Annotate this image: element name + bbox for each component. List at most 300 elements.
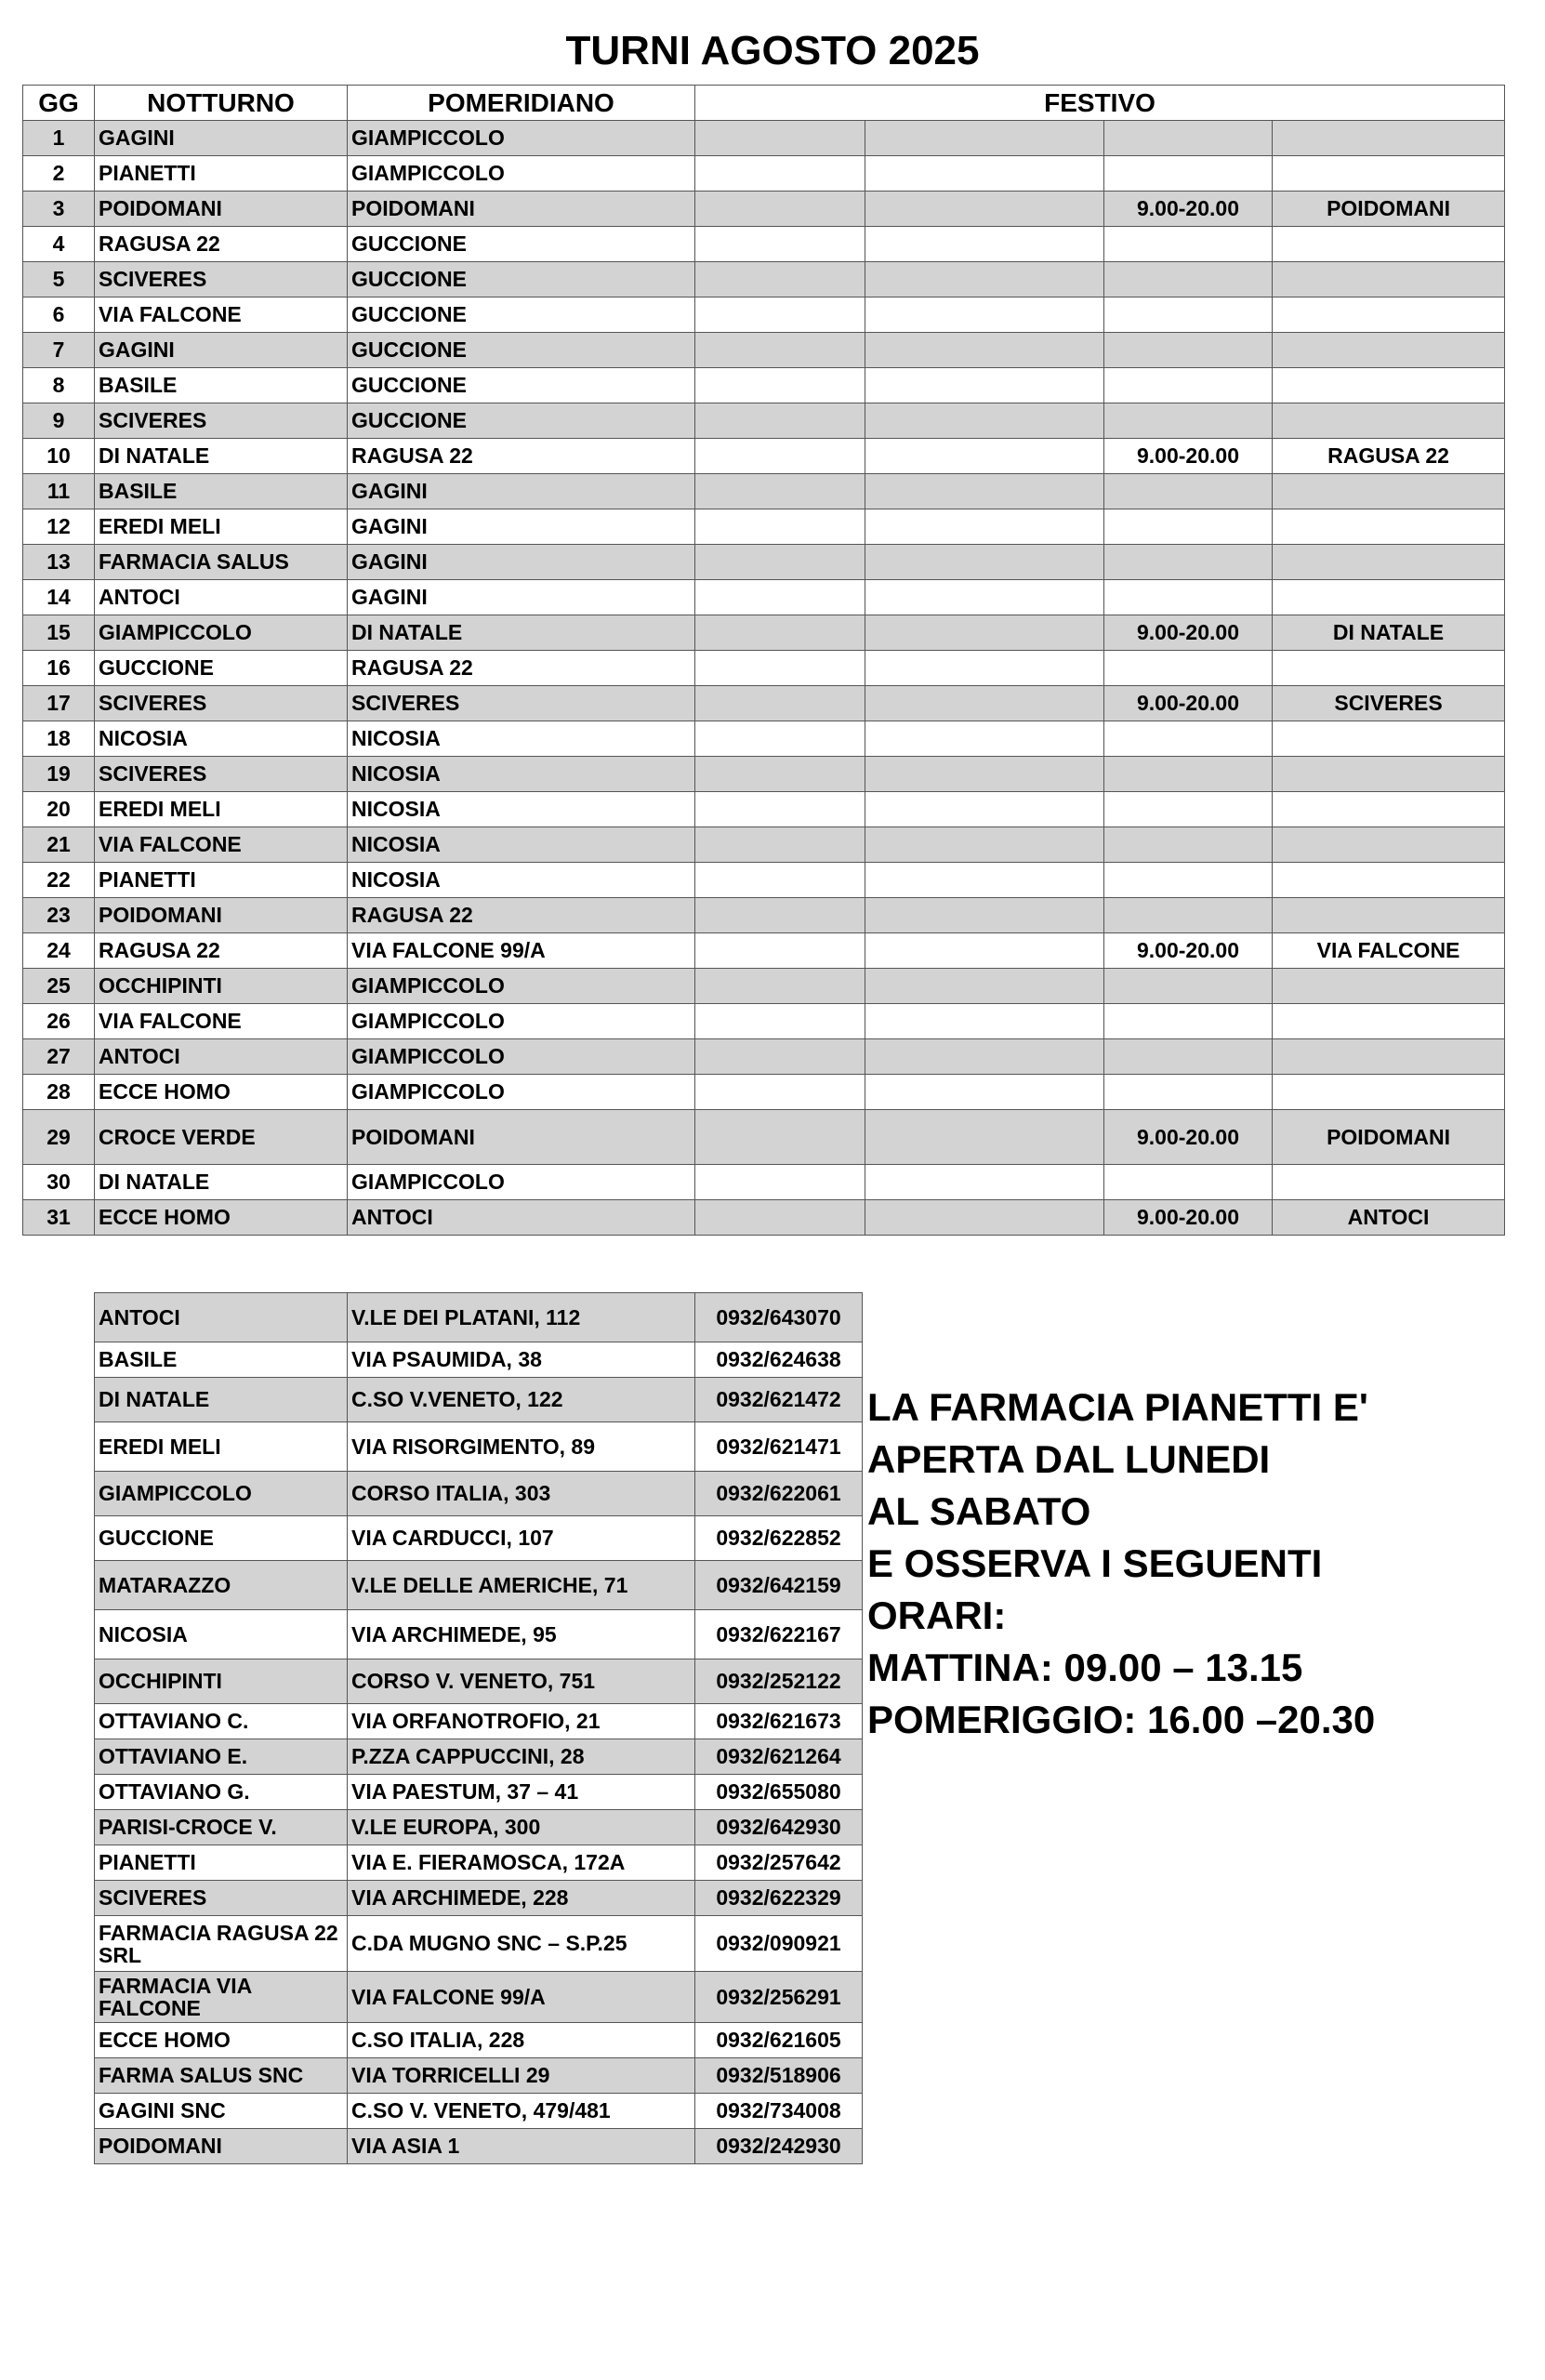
pharmacy-phone: 0932/655080: [695, 1775, 863, 1810]
shift-festivo-empty-2: [865, 474, 1104, 509]
shift-pomeridiano: DI NATALE: [348, 615, 695, 651]
shift-pomeridiano: GUCCIONE: [348, 333, 695, 368]
shift-pomeridiano: RAGUSA 22: [348, 651, 695, 686]
shifts-header-row: [23, 86, 1505, 121]
pharmacy-name: OTTAVIANO E.: [95, 1739, 348, 1775]
shift-row: [23, 969, 1505, 1004]
shift-festivo-pharmacy: [1273, 156, 1505, 192]
shift-festivo-empty-1: [695, 474, 865, 509]
pharmacy-phone: 0932/624638: [695, 1342, 863, 1378]
shift-day: 4: [23, 227, 95, 262]
shift-notturno: EREDI MELI: [95, 509, 348, 545]
shift-festivo-empty-1: [695, 827, 865, 863]
shift-festivo-pharmacy: [1273, 792, 1505, 827]
shift-day: 2: [23, 156, 95, 192]
shift-festivo-hours: [1104, 474, 1273, 509]
pharmacy-name: GAGINI SNC: [95, 2094, 348, 2129]
pharmacy-name: FARMACIA VIA FALCONE: [95, 1972, 348, 2023]
shift-row: [23, 227, 1505, 262]
shift-row: [23, 863, 1505, 898]
pharmacy-row: [95, 1810, 863, 1845]
shift-notturno: DI NATALE: [95, 439, 348, 474]
shift-day: 14: [23, 580, 95, 615]
shift-festivo-empty-2: [865, 1200, 1104, 1236]
shift-row: [23, 298, 1505, 333]
shift-row: [23, 615, 1505, 651]
pharmacy-name: PIANETTI: [95, 1845, 348, 1881]
shift-notturno: GUCCIONE: [95, 651, 348, 686]
shift-row: [23, 121, 1505, 156]
shift-pomeridiano: NICOSIA: [348, 721, 695, 757]
pharmacy-row: [95, 2058, 863, 2094]
pharmacy-phone: 0932/642159: [695, 1561, 863, 1610]
shift-pomeridiano: GUCCIONE: [348, 403, 695, 439]
shift-festivo-empty-2: [865, 439, 1104, 474]
pharmacy-row: [95, 2129, 863, 2164]
shift-festivo-hours: [1104, 792, 1273, 827]
pharmacy-row: [95, 1972, 863, 2023]
shift-festivo-empty-1: [695, 757, 865, 792]
pharmacy-phone: 0932/621471: [695, 1422, 863, 1472]
shift-row: [23, 580, 1505, 615]
shift-pomeridiano: NICOSIA: [348, 827, 695, 863]
note-line: AL SABATO: [867, 1489, 1091, 1533]
shift-row: [23, 509, 1505, 545]
shift-pomeridiano: GUCCIONE: [348, 227, 695, 262]
shift-festivo-empty-2: [865, 509, 1104, 545]
shift-festivo-hours: 9.00-20.00: [1104, 1200, 1273, 1236]
pharmacy-name: ECCE HOMO: [95, 2023, 348, 2058]
shift-festivo-empty-2: [865, 1004, 1104, 1039]
page-title: TURNI AGOSTO 2025: [565, 28, 980, 73]
shift-notturno: GIAMPICCOLO: [95, 615, 348, 651]
shift-festivo-pharmacy: DI NATALE: [1273, 615, 1505, 651]
shift-festivo-pharmacy: [1273, 474, 1505, 509]
shift-pomeridiano: NICOSIA: [348, 757, 695, 792]
shift-festivo-empty-2: [865, 863, 1104, 898]
shift-day: 27: [23, 1039, 95, 1075]
shift-pomeridiano: NICOSIA: [348, 863, 695, 898]
shift-day: 25: [23, 969, 95, 1004]
shift-day: 18: [23, 721, 95, 757]
shift-festivo-empty-2: [865, 1165, 1104, 1200]
shift-festivo-empty-2: [865, 262, 1104, 298]
shift-festivo-empty-1: [695, 156, 865, 192]
note-line: MATTINA: 09.00 – 13.15: [867, 1646, 1303, 1689]
pharmacy-name: OTTAVIANO C.: [95, 1704, 348, 1739]
pharmacy-row: [95, 1739, 863, 1775]
shift-festivo-pharmacy: [1273, 368, 1505, 403]
shift-notturno: ANTOCI: [95, 580, 348, 615]
shift-day: 24: [23, 933, 95, 969]
pharmacy-address: VIA ARCHIMEDE, 228: [348, 1881, 695, 1916]
pharmacy-address: VIA FALCONE 99/A: [348, 1972, 695, 2023]
pharmacy-phone: 0932/518906: [695, 2058, 863, 2094]
pharmacy-address: VIA ARCHIMEDE, 95: [348, 1610, 695, 1659]
shift-row: [23, 898, 1505, 933]
shift-festivo-empty-1: [695, 545, 865, 580]
shift-festivo-empty-1: [695, 439, 865, 474]
shift-notturno: CROCE VERDE: [95, 1110, 348, 1165]
shift-day: 29: [23, 1110, 95, 1165]
pharmacy-row: [95, 1845, 863, 1881]
pharmacy-address: VIA ORFANOTROFIO, 21: [348, 1704, 695, 1739]
pharmacy-name: SCIVERES: [95, 1881, 348, 1916]
shift-festivo-empty-1: [695, 121, 865, 156]
shift-festivo-empty-2: [865, 651, 1104, 686]
shift-pomeridiano: POIDOMANI: [348, 1110, 695, 1165]
note-line: POMERIGGIO: 16.00 –20.30: [867, 1698, 1376, 1741]
shift-row: [23, 1075, 1505, 1110]
shift-row: [23, 403, 1505, 439]
shift-festivo-pharmacy: VIA FALCONE: [1273, 933, 1505, 969]
shift-notturno: SCIVERES: [95, 757, 348, 792]
pharmacy-row: [95, 2023, 863, 2058]
shift-notturno: NICOSIA: [95, 721, 348, 757]
shift-pomeridiano: GUCCIONE: [348, 368, 695, 403]
shift-day: 19: [23, 757, 95, 792]
pharmacy-phone: 0932/090921: [695, 1916, 863, 1972]
shift-festivo-pharmacy: [1273, 121, 1505, 156]
shift-festivo-empty-1: [695, 368, 865, 403]
shift-notturno: SCIVERES: [95, 262, 348, 298]
shift-notturno: OCCHIPINTI: [95, 969, 348, 1004]
pharmacy-name: NICOSIA: [95, 1610, 348, 1659]
shift-day: 12: [23, 509, 95, 545]
shift-festivo-hours: [1104, 333, 1273, 368]
shift-pomeridiano: GIAMPICCOLO: [348, 121, 695, 156]
shift-row: [23, 333, 1505, 368]
shift-festivo-empty-2: [865, 686, 1104, 721]
pharmacy-phone: 0932/621673: [695, 1704, 863, 1739]
shift-notturno: SCIVERES: [95, 403, 348, 439]
shift-festivo-hours: [1104, 156, 1273, 192]
shift-notturno: FARMACIA SALUS: [95, 545, 348, 580]
shift-festivo-empty-2: [865, 1075, 1104, 1110]
shift-row: [23, 757, 1505, 792]
shift-festivo-empty-2: [865, 298, 1104, 333]
pharmacy-row: [95, 1342, 863, 1378]
pharmacy-phone: 0932/622061: [695, 1472, 863, 1516]
shift-festivo-pharmacy: SCIVERES: [1273, 686, 1505, 721]
shift-notturno: POIDOMANI: [95, 192, 348, 227]
shift-pomeridiano: SCIVERES: [348, 686, 695, 721]
shift-festivo-empty-2: [865, 333, 1104, 368]
shift-day: 13: [23, 545, 95, 580]
shift-pomeridiano: VIA FALCONE 99/A: [348, 933, 695, 969]
pharmacy-address: VIA TORRICELLI 29: [348, 2058, 695, 2094]
pharmacy-row: [95, 2094, 863, 2129]
shift-festivo-pharmacy: [1273, 969, 1505, 1004]
pharmacy-address: VIA E. FIERAMOSCA, 172A: [348, 1845, 695, 1881]
pharmacy-name: ANTOCI: [95, 1293, 348, 1342]
shift-notturno: VIA FALCONE: [95, 827, 348, 863]
shift-festivo-hours: [1104, 298, 1273, 333]
shift-festivo-hours: [1104, 651, 1273, 686]
shift-festivo-hours: 9.00-20.00: [1104, 439, 1273, 474]
shift-row: [23, 545, 1505, 580]
shift-festivo-pharmacy: [1273, 580, 1505, 615]
shift-notturno: BASILE: [95, 474, 348, 509]
shift-notturno: GAGINI: [95, 121, 348, 156]
shift-pomeridiano: GIAMPICCOLO: [348, 1004, 695, 1039]
shift-festivo-empty-2: [865, 368, 1104, 403]
shift-day: 16: [23, 651, 95, 686]
shift-festivo-hours: [1104, 898, 1273, 933]
shift-day: 3: [23, 192, 95, 227]
pharmacy-row: [95, 1704, 863, 1739]
pharmacy-phone: 0932/643070: [695, 1293, 863, 1342]
shift-pomeridiano: GUCCIONE: [348, 262, 695, 298]
shift-festivo-empty-1: [695, 262, 865, 298]
shift-notturno: RAGUSA 22: [95, 227, 348, 262]
shift-festivo-empty-1: [695, 580, 865, 615]
pharmacy-directory-table: [94, 1292, 863, 2164]
pharmacy-row: [95, 1516, 863, 1561]
shift-pomeridiano: RAGUSA 22: [348, 439, 695, 474]
shift-notturno: ANTOCI: [95, 1039, 348, 1075]
pharmacy-phone: 0932/256291: [695, 1972, 863, 2023]
shift-festivo-empty-2: [865, 580, 1104, 615]
shift-festivo-hours: [1104, 863, 1273, 898]
shift-festivo-empty-1: [695, 403, 865, 439]
shift-day: 17: [23, 686, 95, 721]
shift-festivo-hours: [1104, 509, 1273, 545]
shift-festivo-empty-1: [695, 898, 865, 933]
shift-festivo-empty-1: [695, 969, 865, 1004]
pharmacy-phone: 0932/622329: [695, 1881, 863, 1916]
pharmacy-name: GIAMPICCOLO: [95, 1472, 348, 1516]
shift-festivo-pharmacy: [1273, 651, 1505, 686]
shift-festivo-empty-2: [865, 121, 1104, 156]
shift-pomeridiano: ANTOCI: [348, 1200, 695, 1236]
note-line: ORARI:: [867, 1593, 1007, 1637]
shift-festivo-empty-1: [695, 792, 865, 827]
pianetti-hours-note: [867, 1382, 1518, 1746]
shift-festivo-pharmacy: [1273, 403, 1505, 439]
pharmacy-name: POIDOMANI: [95, 2129, 348, 2164]
shift-day: 10: [23, 439, 95, 474]
shift-pomeridiano: RAGUSA 22: [348, 898, 695, 933]
shift-festivo-pharmacy: RAGUSA 22: [1273, 439, 1505, 474]
shift-festivo-empty-2: [865, 933, 1104, 969]
shift-festivo-pharmacy: POIDOMANI: [1273, 192, 1505, 227]
shift-festivo-empty-1: [695, 863, 865, 898]
shift-festivo-pharmacy: [1273, 262, 1505, 298]
shift-festivo-hours: [1104, 1075, 1273, 1110]
shift-festivo-hours: [1104, 545, 1273, 580]
shift-notturno: SCIVERES: [95, 686, 348, 721]
pharmacy-phone: 0932/622852: [695, 1516, 863, 1561]
header-notturno: NOTTURNO: [95, 86, 348, 121]
pharmacy-address: VIA PAESTUM, 37 – 41: [348, 1775, 695, 1810]
pharmacy-name: DI NATALE: [95, 1378, 348, 1422]
shift-festivo-hours: [1104, 1165, 1273, 1200]
shift-festivo-hours: [1104, 368, 1273, 403]
shift-festivo-empty-2: [865, 192, 1104, 227]
shift-festivo-hours: 9.00-20.00: [1104, 933, 1273, 969]
pharmacy-name: GUCCIONE: [95, 1516, 348, 1561]
shift-festivo-empty-1: [695, 651, 865, 686]
pharmacy-row: [95, 1881, 863, 1916]
shift-festivo-empty-1: [695, 227, 865, 262]
shift-pomeridiano: GIAMPICCOLO: [348, 1039, 695, 1075]
pharmacy-row: [95, 1610, 863, 1659]
pharmacy-address: VIA ASIA 1: [348, 2129, 695, 2164]
pharmacy-phone: 0932/257642: [695, 1845, 863, 1881]
shift-festivo-hours: [1104, 227, 1273, 262]
shift-pomeridiano: GIAMPICCOLO: [348, 969, 695, 1004]
pharmacy-row: [95, 1659, 863, 1704]
pharmacy-phone: 0932/252122: [695, 1659, 863, 1704]
shift-festivo-empty-1: [695, 1075, 865, 1110]
shift-notturno: ECCE HOMO: [95, 1200, 348, 1236]
shift-day: 8: [23, 368, 95, 403]
shift-day: 26: [23, 1004, 95, 1039]
shift-festivo-hours: [1104, 580, 1273, 615]
pharmacy-address: V.LE DELLE AMERICHE, 71: [348, 1561, 695, 1610]
pharmacy-phone: 0932/621605: [695, 2023, 863, 2058]
shift-day: 20: [23, 792, 95, 827]
header-gg: GG: [23, 86, 95, 121]
pharmacy-name: EREDI MELI: [95, 1422, 348, 1472]
header-pomeridiano: POMERIDIANO: [348, 86, 695, 121]
shift-notturno: VIA FALCONE: [95, 1004, 348, 1039]
shift-pomeridiano: GAGINI: [348, 580, 695, 615]
shift-festivo-hours: [1104, 1004, 1273, 1039]
pharmacy-phone: 0932/734008: [695, 2094, 863, 2129]
shift-festivo-pharmacy: [1273, 863, 1505, 898]
pharmacy-phone: 0932/621472: [695, 1378, 863, 1422]
pharmacy-name: PARISI-CROCE V.: [95, 1810, 348, 1845]
shift-festivo-hours: [1104, 403, 1273, 439]
shift-day: 21: [23, 827, 95, 863]
shift-pomeridiano: GAGINI: [348, 545, 695, 580]
shift-festivo-pharmacy: [1273, 333, 1505, 368]
shift-festivo-empty-2: [865, 792, 1104, 827]
shift-festivo-empty-1: [695, 1039, 865, 1075]
shift-pomeridiano: GIAMPICCOLO: [348, 1165, 695, 1200]
shift-day: 1: [23, 121, 95, 156]
pharmacy-address: VIA CARDUCCI, 107: [348, 1516, 695, 1561]
shift-festivo-empty-1: [695, 298, 865, 333]
pharmacy-phone: 0932/622167: [695, 1610, 863, 1659]
pharmacy-address: C.SO V.VENETO, 122: [348, 1378, 695, 1422]
pharmacy-directory-body: [95, 1293, 863, 2164]
shift-pomeridiano: GAGINI: [348, 474, 695, 509]
shift-festivo-empty-1: [695, 1004, 865, 1039]
shift-festivo-empty-2: [865, 1039, 1104, 1075]
shift-festivo-empty-1: [695, 509, 865, 545]
pharmacy-name: OTTAVIANO G.: [95, 1775, 348, 1810]
shift-day: 11: [23, 474, 95, 509]
pharmacy-address: P.ZZA CAPPUCCINI, 28: [348, 1739, 695, 1775]
pharmacy-row: [95, 1561, 863, 1610]
shift-festivo-pharmacy: [1273, 1039, 1505, 1075]
shifts-table: [22, 85, 1505, 1236]
shift-row: [23, 262, 1505, 298]
shift-festivo-hours: [1104, 121, 1273, 156]
pharmacy-row: [95, 1916, 863, 1972]
pharmacy-phone: 0932/621264: [695, 1739, 863, 1775]
shift-festivo-pharmacy: POIDOMANI: [1273, 1110, 1505, 1165]
note-line: LA FARMACIA PIANETTI E': [867, 1385, 1368, 1429]
shift-row: [23, 1110, 1505, 1165]
shift-row: [23, 156, 1505, 192]
pharmacy-name: BASILE: [95, 1342, 348, 1378]
shift-row: [23, 827, 1505, 863]
shift-row: [23, 933, 1505, 969]
pharmacy-row: [95, 1293, 863, 1342]
shift-festivo-pharmacy: [1273, 1075, 1505, 1110]
pharmacy-address: C.SO ITALIA, 228: [348, 2023, 695, 2058]
shift-festivo-hours: [1104, 262, 1273, 298]
shift-festivo-hours: 9.00-20.00: [1104, 192, 1273, 227]
pharmacy-address: C.SO V. VENETO, 479/481: [348, 2094, 695, 2129]
shifts-body: [23, 121, 1505, 1236]
shift-festivo-pharmacy: [1273, 827, 1505, 863]
pharmacy-address: CORSO V. VENETO, 751: [348, 1659, 695, 1704]
shift-day: 5: [23, 262, 95, 298]
shift-festivo-empty-2: [865, 227, 1104, 262]
shift-festivo-pharmacy: [1273, 1004, 1505, 1039]
pharmacy-phone: 0932/242930: [695, 2129, 863, 2164]
shift-row: [23, 721, 1505, 757]
shift-pomeridiano: GAGINI: [348, 509, 695, 545]
shift-festivo-hours: [1104, 969, 1273, 1004]
shift-pomeridiano: NICOSIA: [348, 792, 695, 827]
shift-notturno: PIANETTI: [95, 863, 348, 898]
shift-row: [23, 439, 1505, 474]
shift-festivo-pharmacy: ANTOCI: [1273, 1200, 1505, 1236]
shift-notturno: ECCE HOMO: [95, 1075, 348, 1110]
shift-notturno: EREDI MELI: [95, 792, 348, 827]
shift-festivo-hours: 9.00-20.00: [1104, 615, 1273, 651]
shift-day: 28: [23, 1075, 95, 1110]
shift-day: 22: [23, 863, 95, 898]
shift-festivo-pharmacy: [1273, 721, 1505, 757]
shift-pomeridiano: GIAMPICCOLO: [348, 156, 695, 192]
pharmacy-name: FARMACIA RAGUSA 22 SRL: [95, 1916, 348, 1972]
pharmacy-address: V.LE EUROPA, 300: [348, 1810, 695, 1845]
note-line: APERTA DAL LUNEDI: [867, 1437, 1271, 1481]
pharmacy-address: VIA RISORGIMENTO, 89: [348, 1422, 695, 1472]
shift-festivo-hours: [1104, 827, 1273, 863]
shift-festivo-empty-2: [865, 545, 1104, 580]
header-festivo: FESTIVO: [695, 86, 1505, 121]
shift-festivo-empty-2: [865, 969, 1104, 1004]
shift-row: [23, 651, 1505, 686]
shift-festivo-empty-2: [865, 156, 1104, 192]
pharmacy-address: CORSO ITALIA, 303: [348, 1472, 695, 1516]
pharmacy-name: OCCHIPINTI: [95, 1659, 348, 1704]
shift-festivo-pharmacy: [1273, 227, 1505, 262]
shift-festivo-pharmacy: [1273, 1165, 1505, 1200]
shift-festivo-empty-1: [695, 1200, 865, 1236]
pharmacy-row: [95, 1378, 863, 1422]
shift-day: 23: [23, 898, 95, 933]
shift-festivo-hours: [1104, 1039, 1273, 1075]
shift-row: [23, 1039, 1505, 1075]
shift-row: [23, 1165, 1505, 1200]
shift-row: [23, 792, 1505, 827]
shift-row: [23, 1004, 1505, 1039]
shift-festivo-empty-2: [865, 898, 1104, 933]
pharmacy-row: [95, 1775, 863, 1810]
pharmacy-name: MATARAZZO: [95, 1561, 348, 1610]
pharmacy-address: VIA PSAUMIDA, 38: [348, 1342, 695, 1378]
pharmacy-row: [95, 1422, 863, 1472]
